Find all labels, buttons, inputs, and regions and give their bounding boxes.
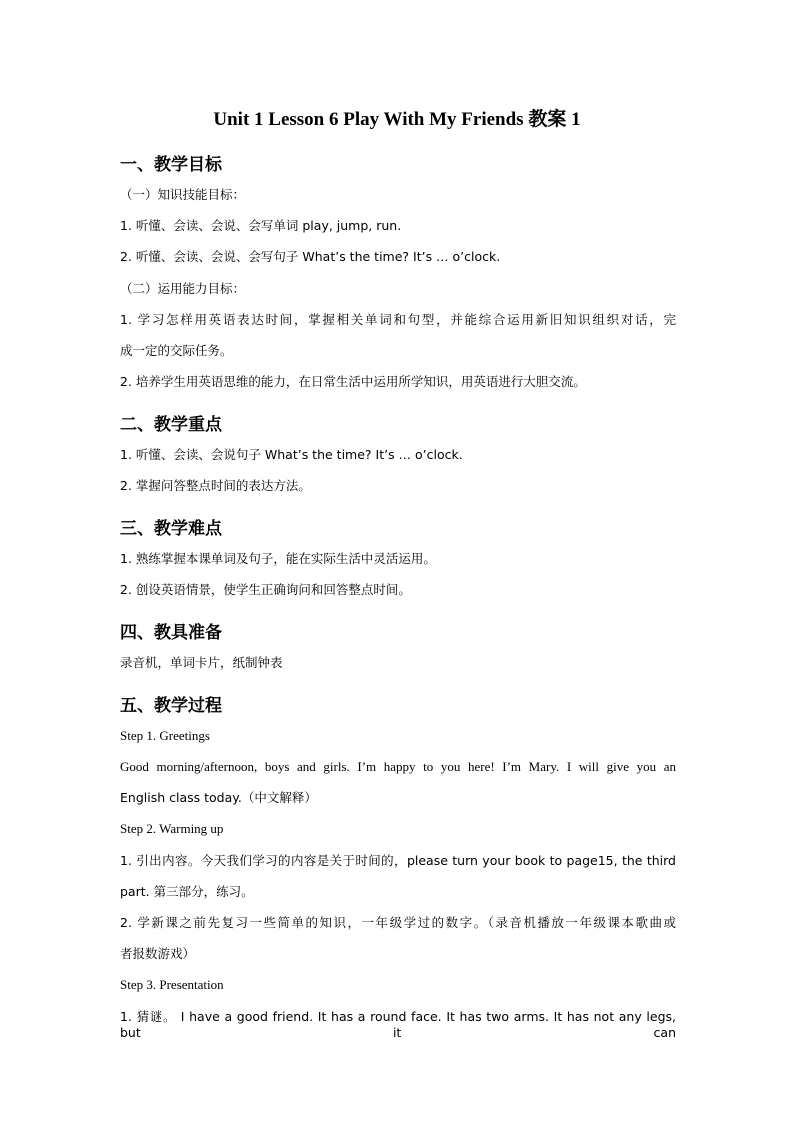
paragraph: Step 3. Presentation (120, 977, 224, 992)
paragraph: Step 2. Warming up (120, 821, 224, 836)
paragraph: 2. 培养学生用英语思维的能力，在日常生活中运用所学知识，用英语进行大胆交流。 (120, 374, 586, 389)
paragraph: （二）运用能力目标： (120, 281, 246, 296)
paragraph: 2. 听懂、会读、会说、会写句子 What’s the time? It’s … o’clock. (120, 249, 501, 264)
paragraph: 1. 学习怎样用英语表达时间，掌握相关单词和句型，并能综合运用新旧知识组织对话，完 (120, 312, 676, 327)
paragraph: 2. 创设英语情景，使学生正确询问和回答整点时间。 (120, 582, 411, 597)
section-heading-key-points: 二、教学重点 (120, 415, 222, 435)
paragraph: Good morning/afternoon, boys and girls. I’m happy to you here! I’m Mary. I will give you an (120, 759, 676, 774)
paragraph: English class today.（中文解释） (120, 790, 317, 805)
paragraph: 1. 听懂、会读、会说、会写单词 play, jump, run. (120, 218, 402, 233)
paragraph: 1. 引出内容。今天我们学习的内容是关于时间的，please turn your book to page15, the third (120, 853, 676, 868)
paragraph: 1. 熟练掌握本课单词及句子，能在实际生活中灵活运用。 (120, 551, 436, 566)
paragraph: 1. 猜谜。 I have a good friend. It has a round face. It has two arms. It has not any legs, but it can (120, 1009, 676, 1040)
paragraph: 录音机，单词卡片，纸制钟表 (120, 655, 283, 670)
paragraph: （一）知识技能目标： (120, 187, 246, 202)
document-title: Unit 1 Lesson 6 Play With My Friends 教案 1 (213, 109, 581, 130)
paragraph: part. 第三部分，练习。 (120, 884, 254, 899)
paragraph: 2. 掌握问答整点时间的表达方法。 (120, 478, 311, 493)
section-heading-procedure: 五、教学过程 (120, 696, 222, 716)
section-heading-difficulties: 三、教学难点 (120, 519, 222, 539)
paragraph: 1. 听懂、会读、会说句子 What’s the time? It’s … o’clock. (120, 447, 463, 462)
paragraph: 2. 学新课之前先复习一些简单的知识，一年级学过的数字。（录音机播放一年级课本歌曲或 (120, 915, 676, 930)
paragraph: Step 1. Greetings (120, 728, 210, 743)
paragraph: 成一定的交际任务。 (120, 343, 233, 358)
section-heading-objectives: 一、教学目标 (120, 155, 222, 175)
section-heading-materials: 四、教具准备 (120, 623, 222, 643)
paragraph: 者报数游戏） (120, 946, 196, 961)
